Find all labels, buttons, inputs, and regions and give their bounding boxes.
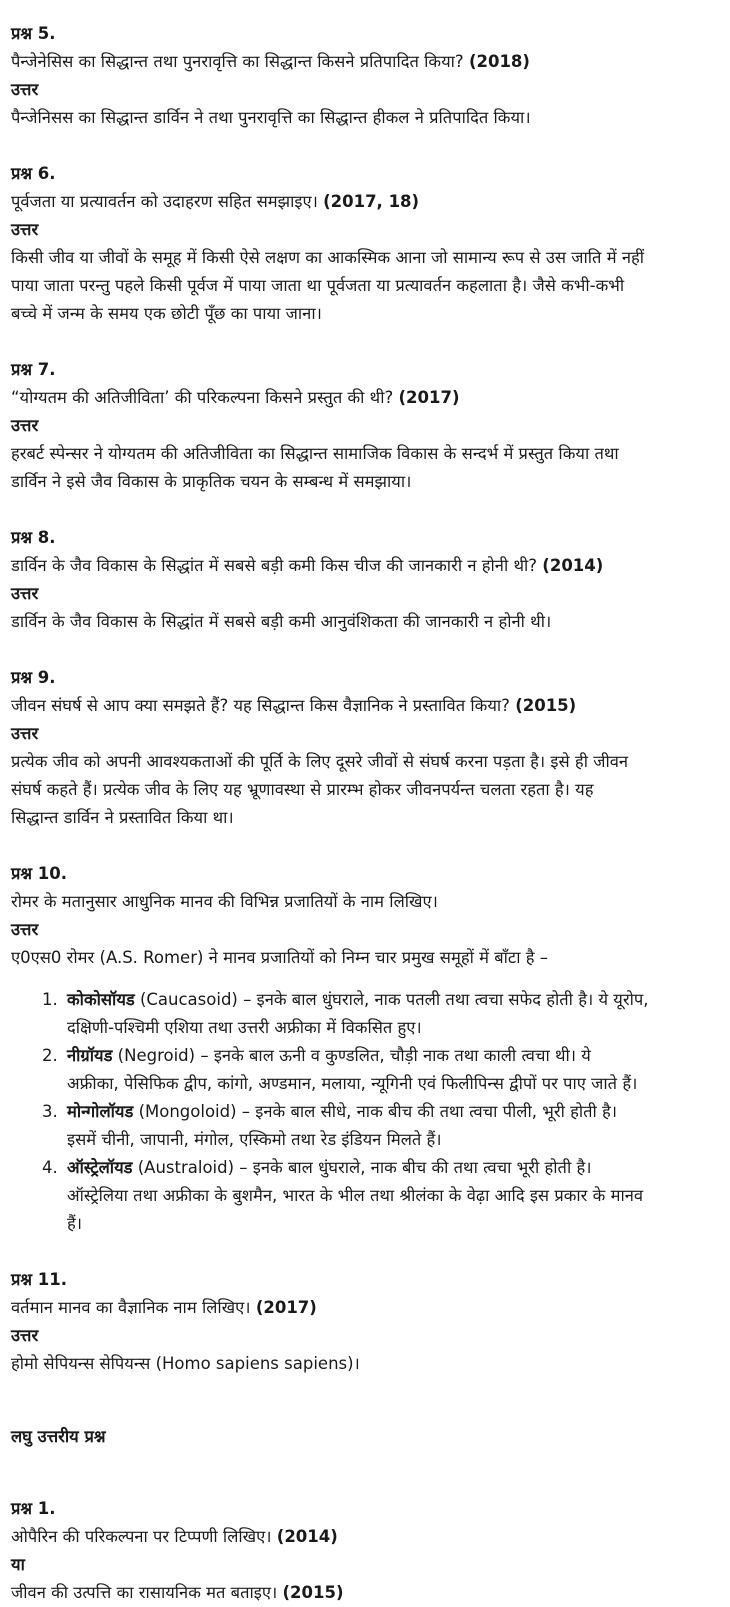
race-desc: हैं।: [67, 1214, 83, 1233]
question-year: (2018): [468, 52, 530, 71]
or-label: या: [11, 1555, 25, 1574]
question-body: ओपैरिन की परिकल्पना पर टिप्पणी लिखिए।: [11, 1527, 272, 1546]
race-english: (Australoid): [132, 1158, 235, 1177]
answer-line: पैन्जेनिसस का सिद्धान्त डार्विन ने तथा पुनरावृत्ति का सिद्धान्त हीकल ने प्रतिपादित किया।: [11, 108, 531, 127]
question-body: पैन्जेनेसिस का सिद्धान्त तथा पुनरावृत्ति का सिद्धान्त किसने प्रतिपादित किया?: [11, 52, 464, 71]
question-number: प्रश्न 1.: [11, 1499, 56, 1518]
question-number: प्रश्न 9.: [11, 668, 56, 687]
answer-line: डार्विन के जैव विकास के सिद्धांत में सबसे बड़ी कमी आनुवंशिकता की जानकारी न होनी थी।: [11, 612, 552, 631]
race-term: कोकोसॉयड: [67, 990, 135, 1009]
question-block-5: [11, 20, 708, 132]
section-heading: लघु उत्तरीय प्रश्न: [11, 1426, 106, 1446]
answer-line: प्रत्येक जीव को अपनी आवश्यकताओं की पूर्ति के लिए दूसरे जीवों से संघर्ष करना पड़ता है। इसे ही जीवन: [11, 752, 629, 771]
race-english: (Negroid): [112, 1046, 196, 1065]
answer-intro: ए0एस0 रोमर (A.S. Romer) ने मानव प्रजातियों को निम्न चार प्रमुख समूहों में बाँटा है –: [11, 948, 548, 967]
question-year: (2014): [276, 1527, 338, 1546]
question-body: “योग्यतम की अतिजीविता’ की परिकल्पना किसने प्रस्तुत की थी?: [11, 388, 394, 407]
answer-label: उत्तर: [11, 220, 39, 239]
answer-label: उत्तर: [11, 584, 39, 603]
race-desc: – इनके बाल ऊनी व कुण्डलित, चौड़ी नाक तथा काली त्वचा थी। ये: [195, 1046, 591, 1065]
question-block-6: [11, 160, 708, 328]
short-question-block-1: [11, 1495, 708, 1607]
answer-label: उत्तर: [11, 1326, 39, 1345]
question-body: डार्विन के जैव विकास के सिद्धांत में सबसे बड़ी कमी किस चीज की जानकारी न होनी थी?: [11, 556, 538, 575]
question-body: वर्तमान मानव का वैज्ञानिक नाम लिखिए।: [11, 1298, 251, 1317]
answer-line: बच्चे में जन्म के समय एक छोटी पूँछ का पाया जाना।: [11, 304, 322, 323]
question-year: (2017): [398, 388, 460, 407]
question-number: प्रश्न 7.: [11, 360, 56, 379]
answer-label: उत्तर: [11, 724, 39, 743]
question-year: (2015): [282, 1583, 344, 1602]
question-number: प्रश्न 5.: [11, 24, 56, 43]
question-body: पूर्वजता या प्रत्यावर्तन को उदाहरण सहित समझाइए।: [11, 192, 318, 211]
question-text: रोमर के मतानुसार आधुनिक मानव की विभिन्न प्रजातियों के नाम लिखिए।: [11, 892, 438, 911]
race-term: मोन्गोलॉयड: [67, 1102, 134, 1121]
race-desc: – इनके बाल धुंघराले, नाक पतली तथा त्वचा सफेद होती है। ये यूरोप,: [237, 990, 649, 1009]
race-term: नीग्रॉयड: [67, 1046, 113, 1065]
answer-label: उत्तर: [11, 80, 39, 99]
question-text: [11, 552, 708, 580]
question-block-11: [11, 1266, 708, 1378]
question-year: (2017): [255, 1298, 317, 1317]
question-text: [11, 384, 708, 412]
answer-line: किसी जीव या जीवों के समूह में किसी ऐसे लक्षण का आकस्मिक आना जो सामान्य रूप से उस जाति में नहीं: [11, 248, 645, 267]
question-block-9: [11, 664, 708, 832]
question-text: [11, 1294, 708, 1322]
race-desc: – इनके बाल धुंघराले, नाक बीच की तथा त्वचा भूरी होती है।: [234, 1158, 592, 1177]
list-item: [63, 1154, 708, 1238]
question-number: प्रश्न 10.: [11, 864, 68, 883]
race-term: ऑस्ट्रेलॉयड: [67, 1158, 133, 1177]
answer-line: सिद्धान्त डार्विन ने प्रस्तावित किया था।: [11, 808, 234, 827]
answer-line: होमो सेपियन्स सेपियन्स (Homo sapiens sapiens)।: [11, 1354, 360, 1373]
race-desc: – इनके बाल सीधे, नाक बीच की तथा त्वचा पीली, भूरी होती है।: [236, 1102, 618, 1121]
question-number: प्रश्न 6.: [11, 164, 56, 183]
question-body: जीवन की उत्पत्ति का रासायनिक मत बताइए।: [11, 1583, 278, 1602]
answer-label: उत्तर: [11, 920, 39, 939]
answer-line: संघर्ष कहते हैं। प्रत्येक जीव के लिए यह भ्रूणावस्था से प्रारम्भ होकर जीवनपर्यन्त चलता रहता है। यह: [11, 780, 594, 799]
race-english: (Caucasoid): [134, 990, 238, 1009]
question-text: [11, 1523, 708, 1551]
question-block-10: [11, 860, 708, 1238]
question-number: प्रश्न 11.: [11, 1270, 68, 1289]
answer-line: पाया जाता परन्तु पहले किसी पूर्वज में पाया जाता था पूर्वजता या प्रत्यावर्तन कहलाता है। जैसे कभी-कभी: [11, 276, 625, 295]
question-year: (2017, 18): [323, 192, 420, 211]
question-text: [11, 692, 708, 720]
list-item: [63, 1042, 708, 1098]
question-text: [11, 188, 708, 216]
answer-line: डार्विन ने इसे जैव विकास के प्राकृतिक चयन के सम्बन्ध में समझाया।: [11, 472, 412, 491]
question-block-8: [11, 524, 708, 636]
race-desc: ऑस्ट्रेलिया तथा अफ्रीका के बुशमैन, भारत के भील तथा श्रीलंका के वेढ़ा आदि इस प्रकार के मानव: [67, 1186, 644, 1205]
race-desc: इसमें चीनी, जापानी, मंगोल, एस्किमो तथा रेड इंडियन मिलते हैं।: [67, 1130, 442, 1149]
race-desc: दक्षिणी-पश्चिमी एशिया तथा उत्तरी अफ्रीका में विकसित हुए।: [67, 1018, 422, 1037]
list-item: [63, 1098, 708, 1154]
answer-label: उत्तर: [11, 416, 39, 435]
question-block-7: [11, 356, 708, 496]
question-year: (2014): [542, 556, 604, 575]
list-item: [63, 986, 708, 1042]
question-number: प्रश्न 8.: [11, 528, 56, 547]
race-desc: अफ्रीका, पेसिफिक द्वीप, कांगो, अण्डमान, मलाया, न्यूगिनी एवं फिलीपिन्स द्वीपों पर पाए जाते हैं।: [67, 1074, 638, 1093]
answer-line: हरबर्ट स्पेन्सर ने योग्यतम की अतिजीविता का सिद्धान्त सामाजिक विकास के सन्दर्भ में प्रस्तुत किया तथा: [11, 444, 619, 463]
question-body: जीवन संघर्ष से आप क्या समझते हैं? यह सिद्धान्त किस वैज्ञानिक ने प्रस्तावित किया?: [11, 696, 510, 715]
race-english: (Mongoloid): [133, 1102, 237, 1121]
question-text: [11, 48, 708, 76]
question-text-alt: [11, 1579, 708, 1607]
question-year: (2015): [515, 696, 577, 715]
race-list: [11, 986, 708, 1238]
